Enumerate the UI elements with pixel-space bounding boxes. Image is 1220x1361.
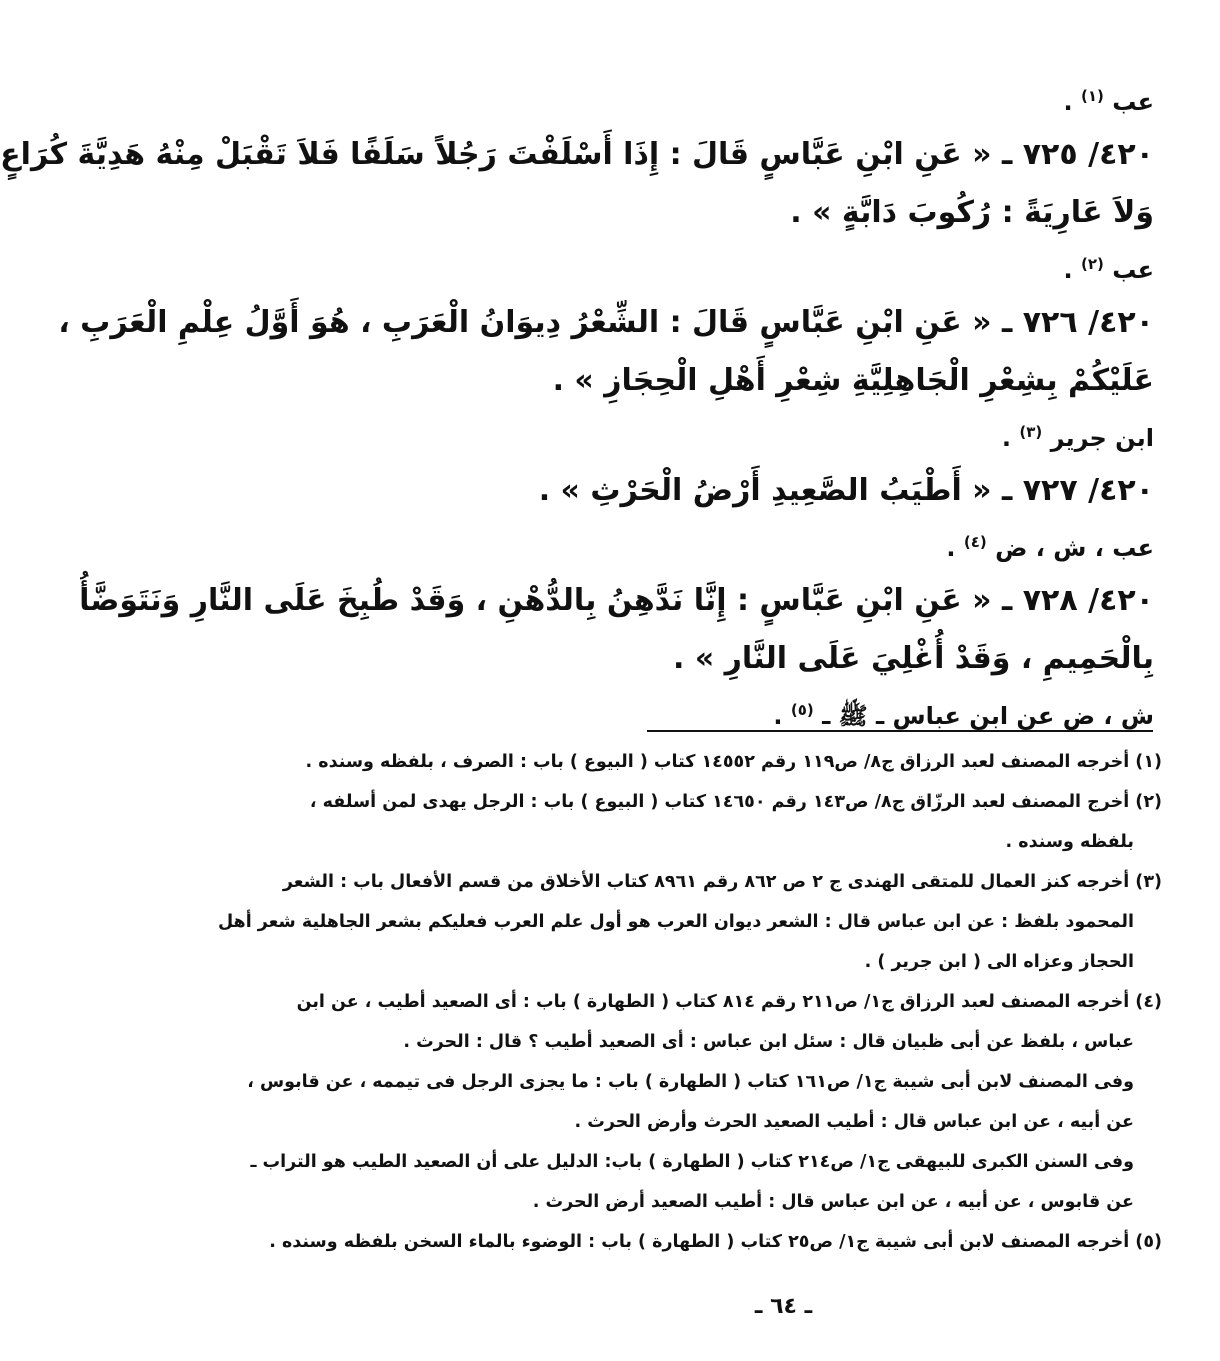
hadith-text: بِالْحَمِيمِ ، وَقَدْ أُغْلِيَ عَلَى النَّارِ » .	[673, 641, 1154, 676]
hadith-text: « عَنِ ابْنِ عَبَّاسٍ قَالَ : الشِّعْرُ دِيوَانُ الْعَرَبِ ، هُوَ أَوَّلُ عِلْمِ الْعَرَبِ ،	[58, 305, 992, 340]
hadith-text: « عَنِ ابْنِ عَبَّاسٍ : إِنَّا نَدَّهِنُ بِالدُّهْنِ ، وَقَدْ طُبِخَ عَلَى النَّارِ وَنَتَوَضَّأُ	[79, 583, 992, 618]
hadith-number: ٤٢٠/ ٧٢٨ ـ	[1002, 583, 1154, 618]
footnotes	[217, 742, 1162, 1262]
source-line-4: عب ، ش ، ض $^{(٤)}$ .	[946, 533, 1154, 562]
source-text: ابن جرير	[1050, 424, 1154, 452]
hadith-number: ٤٢٠/ ٧٢٧ ـ	[1002, 473, 1154, 508]
hadith-725-line-1	[0, 132, 1154, 190]
footnote-line: بلفظه وسنده .	[1005, 832, 1134, 852]
footnote-line: (٢) أخرج المصنف لعبد الرزّاق ج٨/ ص١٤٣ رقم ١٤٦٥٠ كتاب ( البيوع ) باب : الرجل يهدى لمن أسلفه ،	[309, 792, 1162, 812]
footnote-line: المحمود بلفظ : عن ابن عباس قال : الشعر ديوان العرب هو أول علم العرب فعليكم بشعر الجاهلية شعر أهل	[217, 912, 1134, 932]
footnote-line: (٣) أخرجه كنز العمال للمتقى الهندى ج ٢ ص ٨٦٢ رقم ٨٩٦١ كتاب الأخلاق من قسم الأفعال باب : الشعر	[282, 872, 1162, 892]
footnote-line: الحجاز وعزاه الى ( ابن جرير ) .	[864, 952, 1134, 972]
footnote-line: عن قابوس ، عن أبيه ، عن ابن عباس قال : أطيب الصعيد أرض الحرث .	[532, 1192, 1134, 1212]
source-text: عب ، ش ، ض	[995, 534, 1154, 562]
hadith-727-line-1	[387, 468, 1154, 526]
footnote-ref: (٥)	[790, 701, 814, 719]
footnote-line: عباس ، بلفظ عن أبى ظبيان قال : سئل ابن عباس : أى الصعيد أطيب ؟ قال : الحرث .	[403, 1032, 1134, 1052]
source-text: عب	[1112, 256, 1154, 284]
source-line-5: ش ، ض عن ابن عباس ـ ﷺ ـ $^{(٥)}$ .	[773, 701, 1154, 730]
source-line-3: ابن جرير $^{(٣)}$ .	[1001, 423, 1154, 452]
footnote-ref: (٣)	[1019, 423, 1043, 441]
source-line-1: عب $^{(١)}$ .	[1063, 87, 1154, 116]
footnote-line: وفى المصنف لابن أبى شيبة ج١/ ص١٦١ كتاب ( الطهارة ) باب : ما يجزى الرجل فى تيممه ، عن قابوس ،	[247, 1072, 1134, 1092]
hadith-number: ٤٢٠/ ٧٢٥ ـ	[1002, 137, 1154, 172]
footnote-ref: (٢)	[1080, 255, 1104, 273]
footnote-line: وفى السنن الكبرى للبيهقى ج١/ ص٢١٤ كتاب ( الطهارة ) باب: الدليل على أن الصعيد الطيب هو التراب ـ	[250, 1152, 1134, 1172]
hadith-728-line-2	[387, 636, 1154, 694]
source-text: عب	[1112, 88, 1154, 116]
hadith-728-line-1	[79, 578, 1154, 636]
source-text: ش ، ض عن ابن عباس ـ ﷺ ـ	[822, 702, 1154, 730]
footnote-line: عن أبيه ، عن ابن عباس قال : أطيب الصعيد الحرث وأرض الحرث .	[574, 1112, 1134, 1132]
footnote-line: (١) أخرجه المصنف لعبد الرزاق ج٨/ ص١١٩ رقم ١٤٥٥٢ كتاب ( البيوع ) باب : الصرف ، بلفظه وسنده .	[305, 752, 1162, 772]
footnote-line: (٥) أخرجه المصنف لابن أبى شيبة ج١/ ص٢٥ كتاب ( الطهارة ) باب : الوضوء بالماء السخن بلفظه وسنده .	[269, 1232, 1162, 1252]
footnote-ref: (٤)	[963, 533, 987, 551]
footnote-separator	[647, 730, 1153, 732]
page-number: ـ ٦٤ ـ	[754, 1294, 813, 1319]
hadith-725-line-2	[387, 190, 1154, 248]
footnote-line: (٤) أخرجه المصنف لعبد الرزاق ج١/ ص٢١١ رقم ٨١٤ كتاب ( الطهارة ) باب : أى الصعيد أطيب ، عن ابن	[296, 992, 1162, 1012]
hadith-text: عَلَيْكُمْ بِشِعْرِ الْجَاهِلِيَّةِ شِعْرِ أَهْلِ الْحِجَازِ » .	[552, 363, 1154, 398]
main-text	[0, 80, 1154, 746]
hadith-text: وَلاَ عَارِيَةً : رُكُوبَ دَابَّةٍ » .	[790, 195, 1154, 230]
source-line-2: عب $^{(٢)}$ .	[1063, 255, 1154, 284]
hadith-726-line-1	[58, 300, 1154, 358]
hadith-text: « عَنِ ابْنِ عَبَّاسٍ قَالَ : إِذَا أَسْلَفْتَ رَجُلاً سَلَفًا فَلاَ تَقْبَلْ مِنْهُ هَدِيَّةَ كُرَاعٍ	[0, 137, 992, 172]
footnote-ref: (١)	[1080, 87, 1104, 105]
hadith-number: ٤٢٠/ ٧٢٦ ـ	[1002, 305, 1154, 340]
hadith-text: « أَطْيَبُ الصَّعِيدِ أَرْضُ الْحَرْثِ » .	[538, 473, 992, 508]
hadith-726-line-2	[387, 358, 1154, 416]
